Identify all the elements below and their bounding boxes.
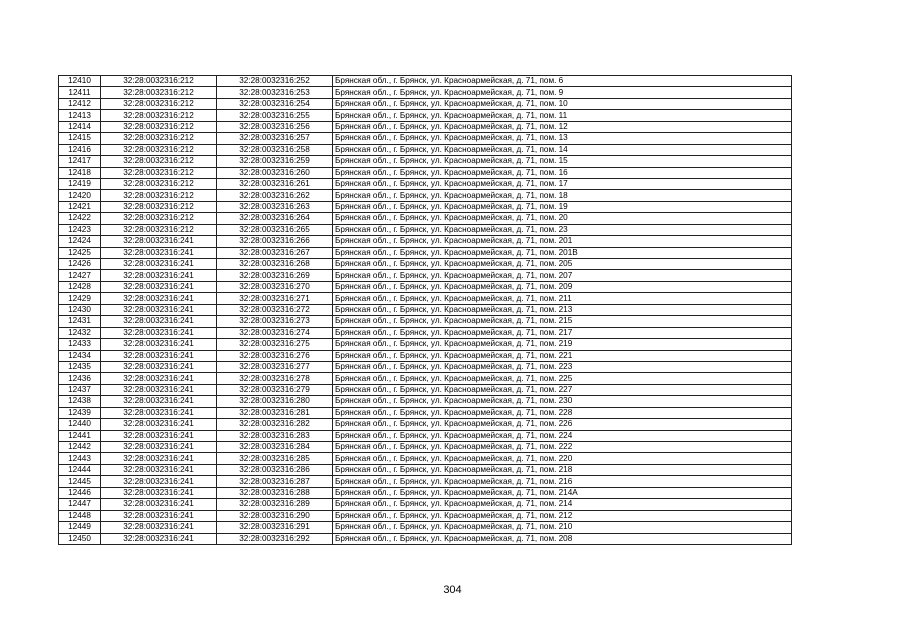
table-row — [59, 98, 792, 109]
table-row — [59, 361, 792, 372]
quarter-cadastral-number-cell: 32:28:0032316:241 — [101, 522, 217, 533]
table-row — [59, 259, 792, 270]
page-number: 304 — [443, 584, 462, 596]
row-number-cell: 12448 — [59, 510, 101, 521]
quarter-cadastral-number-cell: 32:28:0032316:241 — [101, 499, 217, 510]
row-number-cell: 12423 — [59, 224, 101, 235]
table-row — [59, 396, 792, 407]
table-row — [59, 293, 792, 304]
row-number-cell: 12445 — [59, 476, 101, 487]
row-number-cell: 12450 — [59, 533, 101, 544]
row-number-cell: 12410 — [59, 76, 101, 87]
table-row — [59, 430, 792, 441]
quarter-cadastral-number-cell: 32:28:0032316:241 — [101, 361, 217, 372]
quarter-cadastral-number-cell: 32:28:0032316:241 — [101, 442, 217, 453]
table-row — [59, 350, 792, 361]
table-row — [59, 407, 792, 418]
row-number-cell: 12439 — [59, 407, 101, 418]
object-cadastral-number-cell: 32:28:0032316:284 — [217, 442, 333, 453]
quarter-cadastral-number-cell: 32:28:0032316:212 — [101, 144, 217, 155]
table-row — [59, 339, 792, 350]
row-number-cell: 12434 — [59, 350, 101, 361]
row-number-cell: 12441 — [59, 430, 101, 441]
quarter-cadastral-number-cell: 32:28:0032316:241 — [101, 270, 217, 281]
row-number-cell: 12416 — [59, 144, 101, 155]
address-cell: Брянская обл., г. Брянск, ул. Красноармейская, д. 71, пом. 14 — [333, 144, 792, 155]
row-number-cell: 12443 — [59, 453, 101, 464]
table-row — [59, 281, 792, 292]
row-number-cell: 12444 — [59, 464, 101, 475]
table-row — [59, 110, 792, 121]
object-cadastral-number-cell: 32:28:0032316:281 — [217, 407, 333, 418]
address-cell: Брянская обл., г. Брянск, ул. Красноармейская, д. 71, пом. 17 — [333, 178, 792, 189]
table-row — [59, 327, 792, 338]
object-cadastral-number-cell: 32:28:0032316:289 — [217, 499, 333, 510]
object-cadastral-number-cell: 32:28:0032316:268 — [217, 259, 333, 270]
row-number-cell: 12442 — [59, 442, 101, 453]
row-number-cell: 12424 — [59, 236, 101, 247]
object-cadastral-number-cell: 32:28:0032316:258 — [217, 144, 333, 155]
address-cell: Брянская обл., г. Брянск, ул. Красноармейская, д. 71, пом. 16 — [333, 167, 792, 178]
address-cell: Брянская обл., г. Брянск, ул. Красноармейская, д. 71, пом. 10 — [333, 98, 792, 109]
address-cell: Брянская обл., г. Брянск, ул. Красноармейская, д. 71, пом. 217 — [333, 327, 792, 338]
table-row — [59, 476, 792, 487]
object-cadastral-number-cell: 32:28:0032316:269 — [217, 270, 333, 281]
quarter-cadastral-number-cell: 32:28:0032316:241 — [101, 487, 217, 498]
row-number-cell: 12427 — [59, 270, 101, 281]
object-cadastral-number-cell: 32:28:0032316:280 — [217, 396, 333, 407]
row-number-cell: 12437 — [59, 384, 101, 395]
quarter-cadastral-number-cell: 32:28:0032316:241 — [101, 396, 217, 407]
quarter-cadastral-number-cell: 32:28:0032316:241 — [101, 236, 217, 247]
quarter-cadastral-number-cell: 32:28:0032316:212 — [101, 201, 217, 212]
row-number-cell: 12432 — [59, 327, 101, 338]
row-number-cell: 12413 — [59, 110, 101, 121]
address-cell: Брянская обл., г. Брянск, ул. Красноармейская, д. 71, пом. 209 — [333, 281, 792, 292]
quarter-cadastral-number-cell: 32:28:0032316:241 — [101, 430, 217, 441]
address-cell: Брянская обл., г. Брянск, ул. Красноармейская, д. 71, пом. 214А — [333, 487, 792, 498]
row-number-cell: 12429 — [59, 293, 101, 304]
object-cadastral-number-cell: 32:28:0032316:278 — [217, 373, 333, 384]
quarter-cadastral-number-cell: 32:28:0032316:212 — [101, 190, 217, 201]
address-cell: Брянская обл., г. Брянск, ул. Красноармейская, д. 71, пом. 213 — [333, 304, 792, 315]
row-number-cell: 12431 — [59, 316, 101, 327]
quarter-cadastral-number-cell: 32:28:0032316:241 — [101, 476, 217, 487]
address-cell: Брянская обл., г. Брянск, ул. Красноармейская, д. 71, пом. 226 — [333, 419, 792, 430]
address-cell: Брянская обл., г. Брянск, ул. Красноармейская, д. 71, пом. 228 — [333, 407, 792, 418]
row-number-cell: 12414 — [59, 121, 101, 132]
address-cell: Брянская обл., г. Брянск, ул. Красноармейская, д. 71, пом. 210 — [333, 522, 792, 533]
row-number-cell: 12433 — [59, 339, 101, 350]
table-row — [59, 499, 792, 510]
object-cadastral-number-cell: 32:28:0032316:255 — [217, 110, 333, 121]
table-row — [59, 316, 792, 327]
registry-table-body — [59, 76, 792, 545]
object-cadastral-number-cell: 32:28:0032316:261 — [217, 178, 333, 189]
quarter-cadastral-number-cell: 32:28:0032316:241 — [101, 350, 217, 361]
table-row — [59, 201, 792, 212]
address-cell: Брянская обл., г. Брянск, ул. Красноармейская, д. 71, пом. 212 — [333, 510, 792, 521]
address-cell: Брянская обл., г. Брянск, ул. Красноармейская, д. 71, пом. 15 — [333, 156, 792, 167]
table-row — [59, 442, 792, 453]
object-cadastral-number-cell: 32:28:0032316:276 — [217, 350, 333, 361]
table-row — [59, 533, 792, 544]
quarter-cadastral-number-cell: 32:28:0032316:241 — [101, 453, 217, 464]
object-cadastral-number-cell: 32:28:0032316:277 — [217, 361, 333, 372]
table-row — [59, 453, 792, 464]
object-cadastral-number-cell: 32:28:0032316:275 — [217, 339, 333, 350]
object-cadastral-number-cell: 32:28:0032316:260 — [217, 167, 333, 178]
quarter-cadastral-number-cell: 32:28:0032316:241 — [101, 293, 217, 304]
address-cell: Брянская обл., г. Брянск, ул. Красноармейская, д. 71, пом. 215 — [333, 316, 792, 327]
quarter-cadastral-number-cell: 32:28:0032316:212 — [101, 133, 217, 144]
object-cadastral-number-cell: 32:28:0032316:253 — [217, 87, 333, 98]
address-cell: Брянская обл., г. Брянск, ул. Красноармейская, д. 71, пом. 216 — [333, 476, 792, 487]
address-cell: Брянская обл., г. Брянск, ул. Красноармейская, д. 71, пом. 230 — [333, 396, 792, 407]
table-row — [59, 213, 792, 224]
address-cell: Брянская обл., г. Брянск, ул. Красноармейская, д. 71, пом. 218 — [333, 464, 792, 475]
quarter-cadastral-number-cell: 32:28:0032316:241 — [101, 327, 217, 338]
quarter-cadastral-number-cell: 32:28:0032316:212 — [101, 178, 217, 189]
table-row — [59, 190, 792, 201]
address-cell: Брянская обл., г. Брянск, ул. Красноармейская, д. 71, пом. 201В — [333, 247, 792, 258]
quarter-cadastral-number-cell: 32:28:0032316:212 — [101, 156, 217, 167]
object-cadastral-number-cell: 32:28:0032316:279 — [217, 384, 333, 395]
object-cadastral-number-cell: 32:28:0032316:256 — [217, 121, 333, 132]
object-cadastral-number-cell: 32:28:0032316:270 — [217, 281, 333, 292]
address-cell: Брянская обл., г. Брянск, ул. Красноармейская, д. 71, пом. 225 — [333, 373, 792, 384]
address-cell: Брянская обл., г. Брянск, ул. Красноармейская, д. 71, пом. 219 — [333, 339, 792, 350]
object-cadastral-number-cell: 32:28:0032316:257 — [217, 133, 333, 144]
object-cadastral-number-cell: 32:28:0032316:267 — [217, 247, 333, 258]
object-cadastral-number-cell: 32:28:0032316:290 — [217, 510, 333, 521]
address-cell: Брянская обл., г. Брянск, ул. Красноармейская, д. 71, пом. 6 — [333, 76, 792, 87]
quarter-cadastral-number-cell: 32:28:0032316:241 — [101, 373, 217, 384]
address-cell: Брянская обл., г. Брянск, ул. Красноармейская, д. 71, пом. 223 — [333, 361, 792, 372]
row-number-cell: 12411 — [59, 87, 101, 98]
table-row — [59, 178, 792, 189]
address-cell: Брянская обл., г. Брянск, ул. Красноармейская, д. 71, пом. 205 — [333, 259, 792, 270]
object-cadastral-number-cell: 32:28:0032316:272 — [217, 304, 333, 315]
row-number-cell: 12440 — [59, 419, 101, 430]
quarter-cadastral-number-cell: 32:28:0032316:241 — [101, 339, 217, 350]
object-cadastral-number-cell: 32:28:0032316:252 — [217, 76, 333, 87]
row-number-cell: 12436 — [59, 373, 101, 384]
table-row — [59, 144, 792, 155]
row-number-cell: 12447 — [59, 499, 101, 510]
address-cell: Брянская обл., г. Брянск, ул. Красноармейская, д. 71, пом. 214 — [333, 499, 792, 510]
address-cell: Брянская обл., г. Брянск, ул. Красноармейская, д. 71, пом. 20 — [333, 213, 792, 224]
table-row — [59, 133, 792, 144]
registry-table — [58, 75, 792, 545]
row-number-cell: 12428 — [59, 281, 101, 292]
address-cell: Брянская обл., г. Брянск, ул. Красноармейская, д. 71, пом. 221 — [333, 350, 792, 361]
object-cadastral-number-cell: 32:28:0032316:291 — [217, 522, 333, 533]
address-cell: Брянская обл., г. Брянск, ул. Красноармейская, д. 71, пом. 227 — [333, 384, 792, 395]
object-cadastral-number-cell: 32:28:0032316:262 — [217, 190, 333, 201]
object-cadastral-number-cell: 32:28:0032316:263 — [217, 201, 333, 212]
object-cadastral-number-cell: 32:28:0032316:287 — [217, 476, 333, 487]
object-cadastral-number-cell: 32:28:0032316:264 — [217, 213, 333, 224]
table-row — [59, 156, 792, 167]
row-number-cell: 12421 — [59, 201, 101, 212]
row-number-cell: 12446 — [59, 487, 101, 498]
table-row — [59, 304, 792, 315]
address-cell: Брянская обл., г. Брянск, ул. Красноармейская, д. 71, пом. 207 — [333, 270, 792, 281]
row-number-cell: 12426 — [59, 259, 101, 270]
row-number-cell: 12422 — [59, 213, 101, 224]
quarter-cadastral-number-cell: 32:28:0032316:241 — [101, 419, 217, 430]
address-cell: Брянская обл., г. Брянск, ул. Красноармейская, д. 71, пом. 11 — [333, 110, 792, 121]
object-cadastral-number-cell: 32:28:0032316:265 — [217, 224, 333, 235]
object-cadastral-number-cell: 32:28:0032316:273 — [217, 316, 333, 327]
table-row — [59, 270, 792, 281]
object-cadastral-number-cell: 32:28:0032316:271 — [217, 293, 333, 304]
address-cell: Брянская обл., г. Брянск, ул. Красноармейская, д. 71, пом. 201 — [333, 236, 792, 247]
table-row — [59, 419, 792, 430]
row-number-cell: 12415 — [59, 133, 101, 144]
quarter-cadastral-number-cell: 32:28:0032316:212 — [101, 76, 217, 87]
row-number-cell: 12418 — [59, 167, 101, 178]
row-number-cell: 12417 — [59, 156, 101, 167]
address-cell: Брянская обл., г. Брянск, ул. Красноармейская, д. 71, пом. 23 — [333, 224, 792, 235]
address-cell: Брянская обл., г. Брянск, ул. Красноармейская, д. 71, пом. 220 — [333, 453, 792, 464]
table-row — [59, 224, 792, 235]
quarter-cadastral-number-cell: 32:28:0032316:241 — [101, 259, 217, 270]
object-cadastral-number-cell: 32:28:0032316:286 — [217, 464, 333, 475]
quarter-cadastral-number-cell: 32:28:0032316:241 — [101, 304, 217, 315]
table-row — [59, 384, 792, 395]
quarter-cadastral-number-cell: 32:28:0032316:212 — [101, 213, 217, 224]
address-cell: Брянская обл., г. Брянск, ул. Красноармейская, д. 71, пом. 12 — [333, 121, 792, 132]
quarter-cadastral-number-cell: 32:28:0032316:212 — [101, 167, 217, 178]
address-cell: Брянская обл., г. Брянск, ул. Красноармейская, д. 71, пом. 211 — [333, 293, 792, 304]
object-cadastral-number-cell: 32:28:0032316:266 — [217, 236, 333, 247]
quarter-cadastral-number-cell: 32:28:0032316:212 — [101, 121, 217, 132]
address-cell: Брянская обл., г. Брянск, ул. Красноармейская, д. 71, пом. 222 — [333, 442, 792, 453]
quarter-cadastral-number-cell: 32:28:0032316:212 — [101, 224, 217, 235]
object-cadastral-number-cell: 32:28:0032316:274 — [217, 327, 333, 338]
address-cell: Брянская обл., г. Брянск, ул. Красноармейская, д. 71, пом. 19 — [333, 201, 792, 212]
quarter-cadastral-number-cell: 32:28:0032316:241 — [101, 384, 217, 395]
quarter-cadastral-number-cell: 32:28:0032316:241 — [101, 316, 217, 327]
address-cell: Брянская обл., г. Брянск, ул. Красноармейская, д. 71, пом. 208 — [333, 533, 792, 544]
table-row — [59, 76, 792, 87]
quarter-cadastral-number-cell: 32:28:0032316:241 — [101, 510, 217, 521]
row-number-cell: 12449 — [59, 522, 101, 533]
object-cadastral-number-cell: 32:28:0032316:292 — [217, 533, 333, 544]
address-cell: Брянская обл., г. Брянск, ул. Красноармейская, д. 71, пом. 9 — [333, 87, 792, 98]
table-row — [59, 121, 792, 132]
table-row — [59, 487, 792, 498]
quarter-cadastral-number-cell: 32:28:0032316:212 — [101, 110, 217, 121]
address-cell: Брянская обл., г. Брянск, ул. Красноармейская, д. 71, пом. 13 — [333, 133, 792, 144]
row-number-cell: 12438 — [59, 396, 101, 407]
object-cadastral-number-cell: 32:28:0032316:282 — [217, 419, 333, 430]
object-cadastral-number-cell: 32:28:0032316:259 — [217, 156, 333, 167]
quarter-cadastral-number-cell: 32:28:0032316:241 — [101, 281, 217, 292]
quarter-cadastral-number-cell: 32:28:0032316:241 — [101, 533, 217, 544]
row-number-cell: 12430 — [59, 304, 101, 315]
table-row — [59, 87, 792, 98]
table-row — [59, 522, 792, 533]
row-number-cell: 12435 — [59, 361, 101, 372]
row-number-cell: 12425 — [59, 247, 101, 258]
object-cadastral-number-cell: 32:28:0032316:288 — [217, 487, 333, 498]
address-cell: Брянская обл., г. Брянск, ул. Красноармейская, д. 71, пом. 224 — [333, 430, 792, 441]
table-row — [59, 236, 792, 247]
table-row — [59, 464, 792, 475]
quarter-cadastral-number-cell: 32:28:0032316:241 — [101, 464, 217, 475]
object-cadastral-number-cell: 32:28:0032316:283 — [217, 430, 333, 441]
table-row — [59, 510, 792, 521]
quarter-cadastral-number-cell: 32:28:0032316:241 — [101, 407, 217, 418]
quarter-cadastral-number-cell: 32:28:0032316:212 — [101, 98, 217, 109]
object-cadastral-number-cell: 32:28:0032316:285 — [217, 453, 333, 464]
row-number-cell: 12420 — [59, 190, 101, 201]
row-number-cell: 12419 — [59, 178, 101, 189]
table-row — [59, 167, 792, 178]
quarter-cadastral-number-cell: 32:28:0032316:212 — [101, 87, 217, 98]
table-row — [59, 373, 792, 384]
object-cadastral-number-cell: 32:28:0032316:254 — [217, 98, 333, 109]
quarter-cadastral-number-cell: 32:28:0032316:241 — [101, 247, 217, 258]
row-number-cell: 12412 — [59, 98, 101, 109]
table-row — [59, 247, 792, 258]
address-cell: Брянская обл., г. Брянск, ул. Красноармейская, д. 71, пом. 18 — [333, 190, 792, 201]
